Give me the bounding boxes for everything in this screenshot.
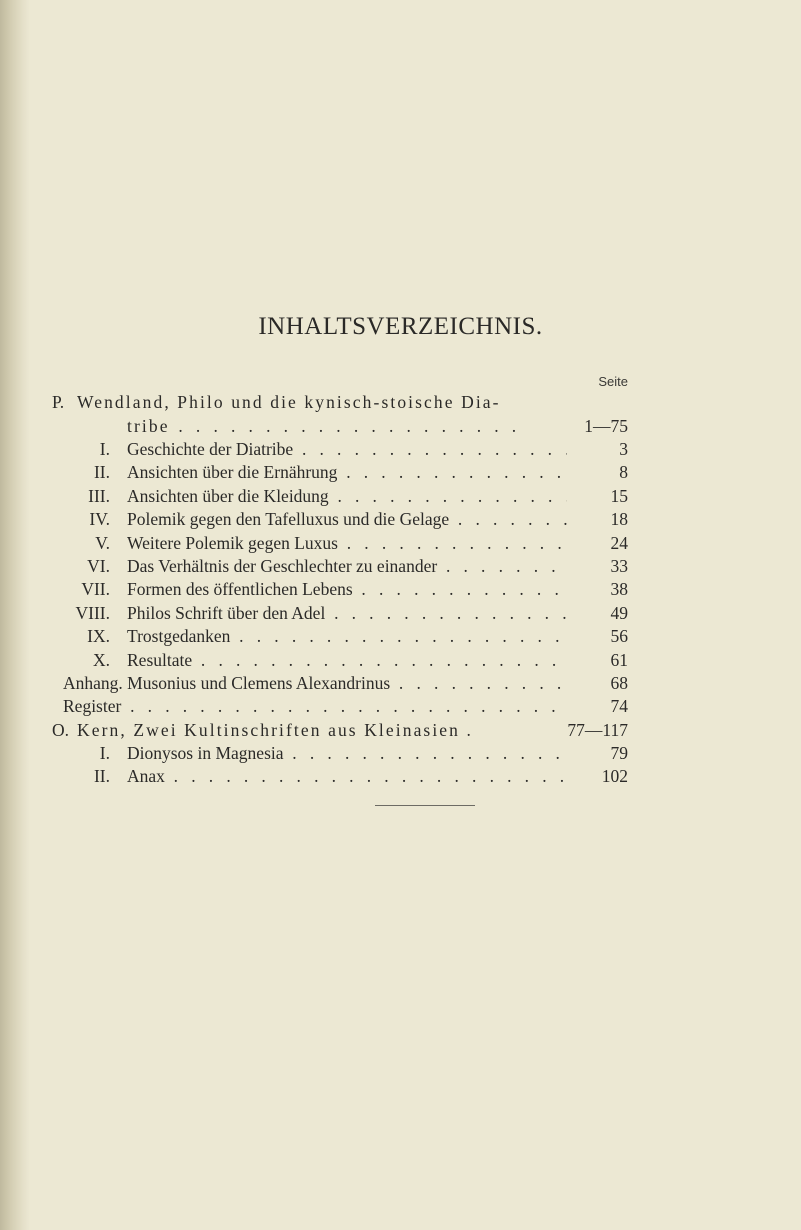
entry-number: III. xyxy=(88,486,110,506)
entry-label: Wendland, Philo und die kynisch-stoische Dia- xyxy=(77,392,501,412)
entry-label: Resultate . . . xyxy=(127,649,567,671)
entry-number: IV. xyxy=(89,509,110,529)
entry-number: IX. xyxy=(87,626,110,646)
entry-label: Register . . . xyxy=(63,695,567,717)
entry-page: 38 xyxy=(610,579,628,599)
entry-label: Anhang. Musonius und Clemens Alexandrinus . . . xyxy=(63,672,567,694)
entry-label: Geschichte der Diatribe . . . xyxy=(127,438,567,460)
entry-page: 49 xyxy=(610,603,628,623)
entry-page: 8 xyxy=(619,462,628,482)
entry-number: I. xyxy=(99,743,110,763)
entry-number: P. xyxy=(52,392,65,412)
entry-page: 68 xyxy=(610,673,628,693)
entry-label: Trostgedanken . . . xyxy=(127,625,567,647)
entry-label: Ansichten über die Ernährung . . . xyxy=(127,461,567,483)
entry-page: 3 xyxy=(619,439,628,459)
entry-page: 18 xyxy=(610,509,628,529)
entry-page: 77—117 xyxy=(567,720,628,740)
entry-page: 15 xyxy=(610,486,628,506)
page-title: INHALTSVERZEICHNIS. xyxy=(258,313,543,340)
entry-page: 24 xyxy=(610,533,628,553)
entry-number: II. xyxy=(93,766,110,786)
entry-label: tribe . . . xyxy=(127,415,529,437)
entry-page: 1—75 xyxy=(584,416,628,436)
entry-label: Anax . . . xyxy=(127,765,567,787)
entry-number: VI. xyxy=(87,556,110,576)
entry-label: Das Verhältnis der Geschlechter zu einander . . . xyxy=(127,555,567,577)
entry-label: Formen des öffentlichen Lebens . . . xyxy=(127,578,567,600)
entry-label: Dionysos in Magnesia . . . xyxy=(127,742,567,764)
entry-page: 102 xyxy=(601,766,628,786)
closing-rule xyxy=(375,805,475,806)
entry-number: O. xyxy=(52,720,70,740)
entry-number: V. xyxy=(95,533,110,553)
entry-label: Weitere Polemik gegen Luxus . . . xyxy=(127,532,567,554)
entry-label: Ansichten über die Kleidung . . . xyxy=(127,485,567,507)
entry-number: I. xyxy=(99,439,110,459)
entry-number: X. xyxy=(92,650,110,670)
entry-number: VII. xyxy=(81,579,110,599)
entry-number: VIII. xyxy=(75,603,110,623)
entry-page: 79 xyxy=(610,743,628,763)
entry-page: 61 xyxy=(610,650,628,670)
entry-page: 74 xyxy=(610,696,628,716)
entry-label: Polemik gegen den Tafelluxus und die Gelage . . . xyxy=(127,508,567,530)
entry-number: II. xyxy=(93,462,110,482)
entry-label: Kern, Zwei Kultinschriften aus Kleinasien . xyxy=(77,720,473,740)
entry-label: Philos Schrift über den Adel . . . xyxy=(127,602,567,624)
entry-page: 56 xyxy=(610,626,628,646)
entry-page: 33 xyxy=(610,556,628,576)
page-column-header: Seite xyxy=(598,374,628,389)
